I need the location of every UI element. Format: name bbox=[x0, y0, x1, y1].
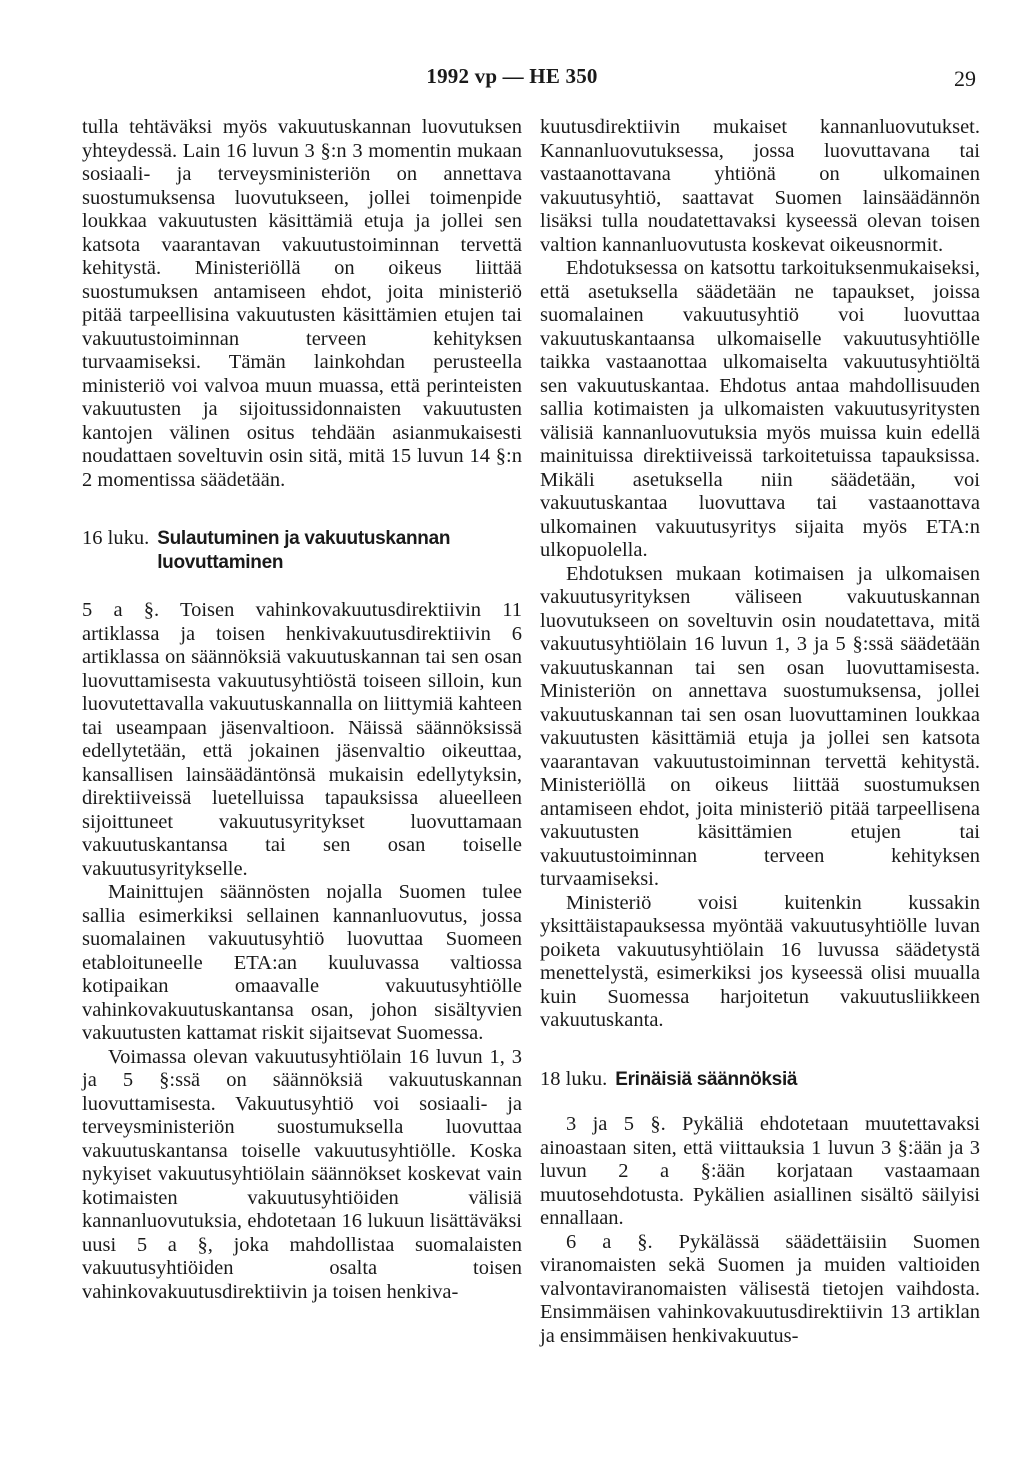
paragraph: Voimassa olevan vakuutusyhtiölain 16 luvun 1, 3 ja 5 §:ssä on säännöksiä vakuutuskannan luovuttamisesta. Vakuutusyhtiö voi sosiaali- ja terveysministeriön suostumuksella luovuttaa vakuutuskantansa toiselle vakuutusyhtiölle. Koska nykyiset vakuutusyhtiölain säännökset koskevat vain kotimaisten vakuutusyhtiöiden välisiä kannanluovutuksia, ehdotetaan 16 lukuun lisättäväksi uusi 5 a §, joka mahdollistaa suomalaisten vakuutusyhtiöiden osalta toisen vahinkovakuutusdirektiivin ja toisen henkiva- bbox=[82, 1045, 522, 1303]
right-column bbox=[540, 116, 980, 1348]
paragraph: 3 ja 5 §. Pykäliä ehdotetaan muutettavaksi ainoastaan siten, että viittauksia 1 luvun 3 §:ään ja 3 luvun 2 a §:ään korjataan vastaamaan muutosehdotusta. Pykälien asiallinen sisältö säilyisi ennallaan. bbox=[540, 1113, 980, 1229]
running-head: 1992 vp — HE 350 bbox=[426, 64, 598, 88]
chapter-title: Sulautuminen ja vakuutuskannan luovuttaminen bbox=[157, 528, 451, 573]
paragraph: Ministeriö voisi kuitenkin kussakin yksittäistapauksessa myöntää vakuutusyhtiölle luvan poiketa vakuutusyhtiölain 16 luvussa säädetystä menettelystä, esimerkiksi jos kyseessä olisi muualla kuin Suomessa harjoitetun vakuutusliikkeen vakuutuskanta. bbox=[540, 891, 980, 1031]
paragraph: 6 a §. Pykälässä säädettäisiin Suomen viranomaisten sekä Suomen ja muiden valtioiden valvontaviranomaisten välisestä tietojen vaihdosta. Ensimmäisen vahinkovakuutusdirektiivin 13 artiklan ja ensimmäisen henkivakuutus- bbox=[540, 1230, 980, 1347]
page-header bbox=[0, 64, 1024, 94]
chapter-title: Erinäisiä säännöksiä bbox=[615, 1068, 798, 1090]
section-heading bbox=[540, 1068, 980, 1092]
chapter-number: 18 luku. bbox=[540, 1067, 608, 1090]
chapter-number: 16 luku. bbox=[82, 527, 150, 549]
paragraph: tulla tehtäväksi myös vakuutuskannan luovutuksen yhteydessä. Lain 16 luvun 3 §:n 3 momentin mukaan sosiaali- ja terveysministeriön on annettava suostumuksensa luovutukseen, jollei toimenpide loukkaa vakuutusten käsittämiä etuja ja jollei sen katsota vaarantavan vakuutustoiminnan tervettä kehitystä. Ministeriöllä on oikeus liittää suostumuksen antamiseen ehdot, joita ministeriö pitää tarpeellisina vakuutusten käsittämien etujen tai vakuutustoiminnan terveen kehityksen turvaamiseksi. Tämän lainkohdan perusteella ministeriö voi valvoa muun muassa, että perinteisten vakuutusten ja sijoitussidonnaisten vakuutusten kantojen välinen ositus tehdään asianmukaisesti noudattaen soveltuvin osin sitä, mitä 15 luvun 14 §:n 2 momentissa säädetään. bbox=[82, 116, 522, 491]
paragraph: kuutusdirektiivin mukaiset kannanluovutukset. Kannanluovutuksessa, jossa luovuttavana tai vastaanottavana yhtiönä on ulkomainen vakuutusyhtiö, saattavat Suomen lainsäädännön lisäksi tulla noudatettavaksi kyseessä olevan toisen valtion kannanluovutusta koskevat oikeusnormit. bbox=[540, 116, 980, 256]
paragraph: Mainittujen säännösten nojalla Suomen tulee sallia esimerkiksi sellainen kannanluovutus, jossa suomalainen vakuutusyhtiö luovuttaa Suomeen etabloituneelle ETA:an kuuluvassa valtiossa kotipaikan omaavalle vakuutusyhtiölle vahinkovakuutuskantansa osan, johon sisältyvien vakuutusten kattamat riskit sijaitsevat Suomessa. bbox=[82, 881, 522, 1044]
page-number: 29 bbox=[954, 66, 976, 91]
section-heading bbox=[82, 527, 522, 574]
paragraph: Ehdotuksessa on katsottu tarkoituksenmukaiseksi, että asetuksella säädetään ne tapaukset, joissa suomalainen vakuutusyhtiö voi luovuttaa vakuutuskantaansa ulkomaiselle vakuutusyhtiölle taikka vastaanottaa ulkomaiselta vakuutusyhtiöltä sen vakuutuskantaa. Ehdotus antaa mahdollisuuden sallia kotimaisten ja ulkomaisten vakuutusyritysten välisiä kannanluovutuksia myös muissa kuin edellä mainituissa direktiiveissä tarkoitetuissa tapauksissa. Mikäli asetuksella niin säädetään, voi vakuutuskantaa luovuttava tai vastaanottava ulkomainen vakuutusyritys sijaita myös ETA:n ulkopuolella. bbox=[540, 257, 980, 561]
paragraph: 5 a §. Toisen vahinkovakuutusdirektiivin 11 artiklassa ja toisen henkivakuutusdirektiivin 6 artiklassa on säännöksiä vakuutuskannan tai sen osan luovuttamisesta vakuutusyhtiöstä toiseen silloin, kun luovutettavalla vakuutuskannalla on liittymiä kahteen tai useampaan jäsenvaltioon. Näissä säännöksissä edellytetään, että jokainen jäsenvaltio oikeuttaa, kansallisen lainsäädäntönsä mukaisin edellytyksin, direktiiveissä luetelluissa tapauksissa alueelleen sijoittuneet vakuutusyritykset luovuttamaan vakuutuskantansa tai sen osan toiselle vakuutusyritykselle. bbox=[82, 599, 522, 880]
paragraph: Ehdotuksen mukaan kotimaisen ja ulkomaisen vakuutusyrityksen väliseen vakuutuskannan luovutukseen on soveltuvin osin noudatettava, mitä vakuutusyhtiölain 16 luvun 1, 3 ja 5 §:ssä säädetään vakuutuskannan tai sen osan luovuttamisesta. Ministeriön on annettava suostumuksensa, jollei vakuutuskannan tai sen osan luovuttaminen loukkaa vakuutusten käsittämiä etuja ja jollei sen katsota vaarantavan vakuutustoiminnan tervettä kehitystä. Ministeriöllä on oikeus liittää suostumuksen antamiseen ehdot, joita ministeriö pitää tarpeellisena vakuutusten käsittämien etujen tai vakuutustoiminnan terveen kehityksen turvaamiseksi. bbox=[540, 562, 980, 890]
left-column bbox=[82, 116, 522, 1304]
